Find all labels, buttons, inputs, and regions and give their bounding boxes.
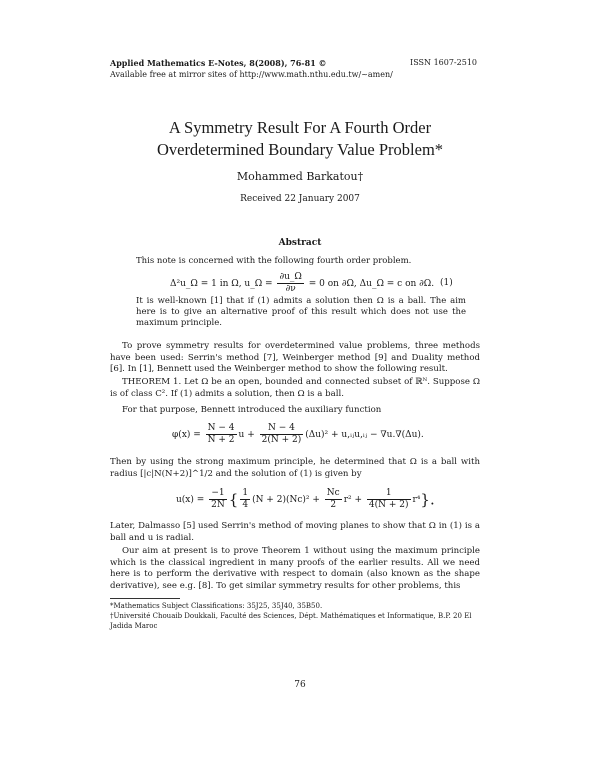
equation-3 (176, 488, 435, 511)
eq2-rhs: (Δu)² + u,ᵢⱼu,ᵢⱼ − ∇u.∇(Δu). (305, 430, 424, 440)
eq3-term-2: r² + (343, 495, 365, 505)
eq3-fraction-1 (209, 488, 227, 511)
abstract-text: It is well-known [1] that if (1) admits a solution then Ω is a ball. The aim here is to give an alternative proof of this result which does not use the maximum principle. (136, 296, 466, 328)
eq3-fraction-4 (367, 488, 411, 511)
footnote-2: †Université Chouaib Doukkali, Faculté des Sciences, Dépt. Mathématiques et Informatique, B.P. 20 El Jadida Maroc (110, 612, 472, 630)
paper-title (0, 117, 600, 161)
eq3-brace-open: { (228, 490, 239, 509)
eq1-left: Δ²u_Ω = 1 in Ω, u_Ω = (170, 279, 276, 289)
eq1-fraction (277, 272, 303, 295)
footnote-rule (110, 598, 180, 599)
eq3-f4-den: 4(N + 2) (368, 500, 409, 510)
received-date: Received 22 January 2007 (240, 194, 360, 204)
paragraph-4: Later, Dalmasso [5] used Serrin's method of moving planes to show that Ω in (1) is a ball and u is radial. (110, 521, 480, 543)
eq3-term-1: (N + 2)(Nc)² + (252, 495, 323, 505)
paragraph-1: To prove symmetry results for overdetermined value problems, three methods have been used: Serrin's method [7], Weinberger method [9] and Duality method [6]. In [1], Bennett used the Weinberger method to show the following result. (110, 341, 480, 375)
eq2-f1-num: N − 4 (207, 423, 235, 433)
eq3-f2-den: 4 (242, 500, 249, 510)
eq3-f3-den: 2 (330, 500, 337, 510)
eq3-fraction-2 (240, 488, 250, 511)
paragraph-2: For that purpose, Bennett introduced the auxiliary function (122, 405, 382, 415)
footnote-1: *Mathematics Subject Classifications: 35J25, 35J40, 35B50. (110, 602, 323, 610)
eq2-mid: u + (238, 430, 258, 440)
title-line-2: Overdetermined Boundary Value Problem* (156, 140, 444, 159)
equation-2 (172, 423, 424, 446)
eq2-f2-den: 2(N + 2) (261, 435, 302, 445)
mirror-sites-line: Available free at mirror sites of http://www.math.nthu.edu.tw/~amen/ (110, 70, 393, 79)
eq2-fraction-1 (206, 423, 237, 446)
theorem-1: THEOREM 1. Let Ω be an open, bounded and connected subset of ℝᴺ. Suppose Ω is of class C². If (1) admits a solution, then Ω is a ball. (110, 377, 480, 399)
paragraph-5: Our aim at present is to prove Theorem 1 without using the maximum principle which is the classical ingredient in many proofs of the earlier results. All we need here is to perform the derivative with respect to domain (also known as the shape derivative), see e.g. [8]. To get similar symmetry results for other problems, this (110, 546, 480, 592)
abstract-heading: Abstract (278, 238, 322, 248)
eq1-frac-den: ∂ν (285, 284, 296, 294)
eq2-f2-num: N − 4 (260, 423, 304, 435)
eq2-f1-den: N + 2 (207, 435, 235, 445)
eq3-f1-den: 2N (211, 500, 225, 510)
equation-1 (170, 272, 434, 295)
eq1-frac-num: ∂u_Ω (279, 272, 302, 282)
eq3-f2-num: 1 (242, 488, 249, 498)
eq3-term-3: r⁴ (412, 495, 421, 505)
equation-1-number: (1) (440, 278, 453, 288)
abstract-intro: This note is concerned with the following fourth order problem. (136, 256, 412, 266)
eq3-brace-close: }. (420, 490, 435, 509)
eq2-lhs: φ(x) = (172, 430, 204, 440)
author-name: Mohammed Barkatou† (236, 170, 364, 183)
page-number: 76 (294, 680, 306, 690)
eq1-right: = 0 on ∂Ω, Δu_Ω = c on ∂Ω. (305, 279, 435, 289)
journal-header (110, 57, 393, 81)
eq3-f3-num: Nc (326, 488, 340, 498)
issn: ISSN 1607-2510 (410, 58, 477, 67)
eq3-f4-num: 1 (367, 488, 411, 500)
eq3-fraction-3 (325, 488, 342, 511)
eq3-f1-num: −1 (209, 488, 227, 500)
journal-citation: Applied Mathematics E-Notes, 8(2008), 76-81 © (110, 58, 327, 68)
eq2-fraction-2 (260, 423, 304, 446)
paragraph-3: Then by using the strong maximum principle, he determined that Ω is a ball with radius [|c|N(N+2)]^1/2 and the solution of (1) is given by (110, 457, 480, 479)
title-line-1: A Symmetry Result For A Fourth Order (168, 118, 432, 137)
eq3-lhs: u(x) = (176, 495, 208, 505)
